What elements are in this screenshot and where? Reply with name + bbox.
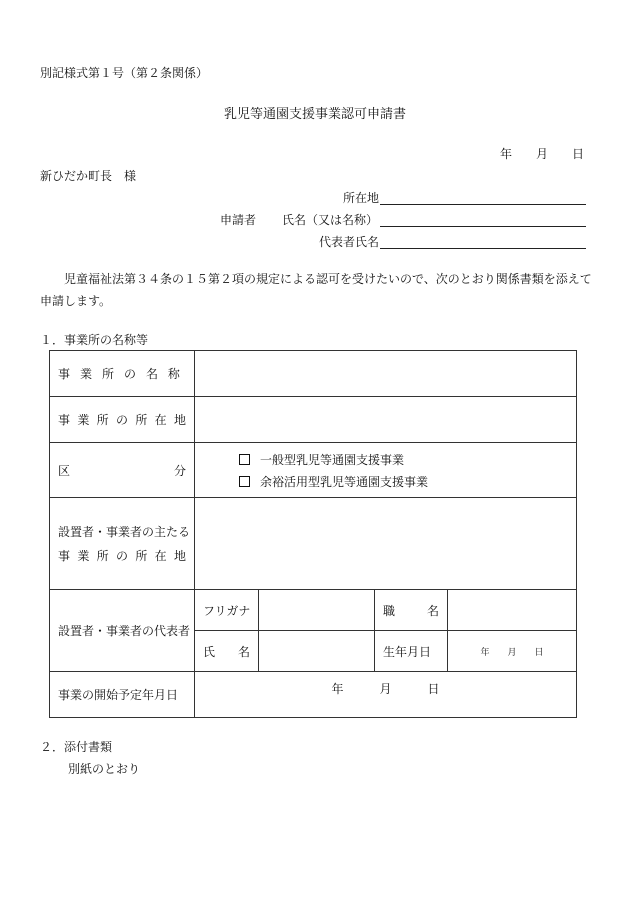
document-title: 乳児等通園支援事業認可申請書 [223, 107, 406, 122]
category-label: 区 分 [50, 443, 195, 498]
office-name-label: 事 業 所 の 名 称 [50, 351, 195, 397]
attachments-content: 別紙のとおり [68, 762, 141, 776]
position-label: 職 名 [375, 590, 448, 631]
furigana-label: フリガナ [195, 590, 259, 631]
founder-address-field[interactable] [195, 498, 577, 590]
application-statement: 児童福祉法第３４条の１５第２項の規定による認可を受けたいので、次のとおり関係書類を添えて申請します。 [40, 272, 592, 308]
representative-input-line[interactable] [380, 248, 586, 249]
representative-row-label: 設置者・事業者の代表者 [50, 590, 195, 672]
addressee: 新ひだか町長 様 [40, 169, 137, 183]
name-input-line[interactable] [380, 226, 586, 227]
section2-heading: ２．添付書類 [40, 740, 113, 754]
founder-address-label: 設置者・事業者の主たる 事 業 所 の 所 在 地 [50, 498, 195, 590]
furigana-field[interactable] [259, 590, 375, 631]
table-row [50, 672, 577, 718]
name-label: 氏名（又は名称） [282, 213, 379, 227]
name-cell-label: 氏 名 [195, 631, 259, 672]
date-field[interactable]: 年 月 日 [500, 147, 585, 161]
start-date-label: 事業の開始予定年月日 [50, 672, 195, 718]
checkbox-icon[interactable] [239, 454, 250, 465]
address-input-line[interactable] [380, 204, 586, 205]
table-row [50, 590, 577, 631]
name-field[interactable] [259, 631, 375, 672]
position-field[interactable] [448, 590, 577, 631]
start-date-field[interactable]: 年 月 日 [195, 672, 577, 718]
table-row [50, 443, 577, 498]
office-name-field[interactable] [195, 351, 577, 397]
table-row [50, 351, 577, 397]
application-form-table [49, 350, 577, 718]
section1-heading: １．事業所の名称等 [40, 333, 149, 347]
representative-label: 代表者氏名 [319, 235, 380, 249]
applicant-label: 申請者 [220, 213, 257, 227]
option-surplus[interactable]: 余裕活用型乳児等通園支援事業 [239, 470, 576, 492]
table-row [50, 397, 577, 443]
checkbox-icon[interactable] [239, 476, 250, 487]
office-address-label: 事 業 所 の 所 在 地 [50, 397, 195, 443]
birthdate-field[interactable]: 年 月 日 [448, 631, 577, 672]
address-label: 所在地 [343, 191, 380, 205]
form-number: 別記様式第１号（第２条関係） [40, 66, 209, 80]
birthdate-label: 生年月日 [375, 631, 448, 672]
office-address-field[interactable] [195, 397, 577, 443]
table-row [50, 498, 577, 590]
category-options [195, 443, 577, 498]
option-general[interactable]: 一般型乳児等通園支援事業 [239, 448, 576, 470]
